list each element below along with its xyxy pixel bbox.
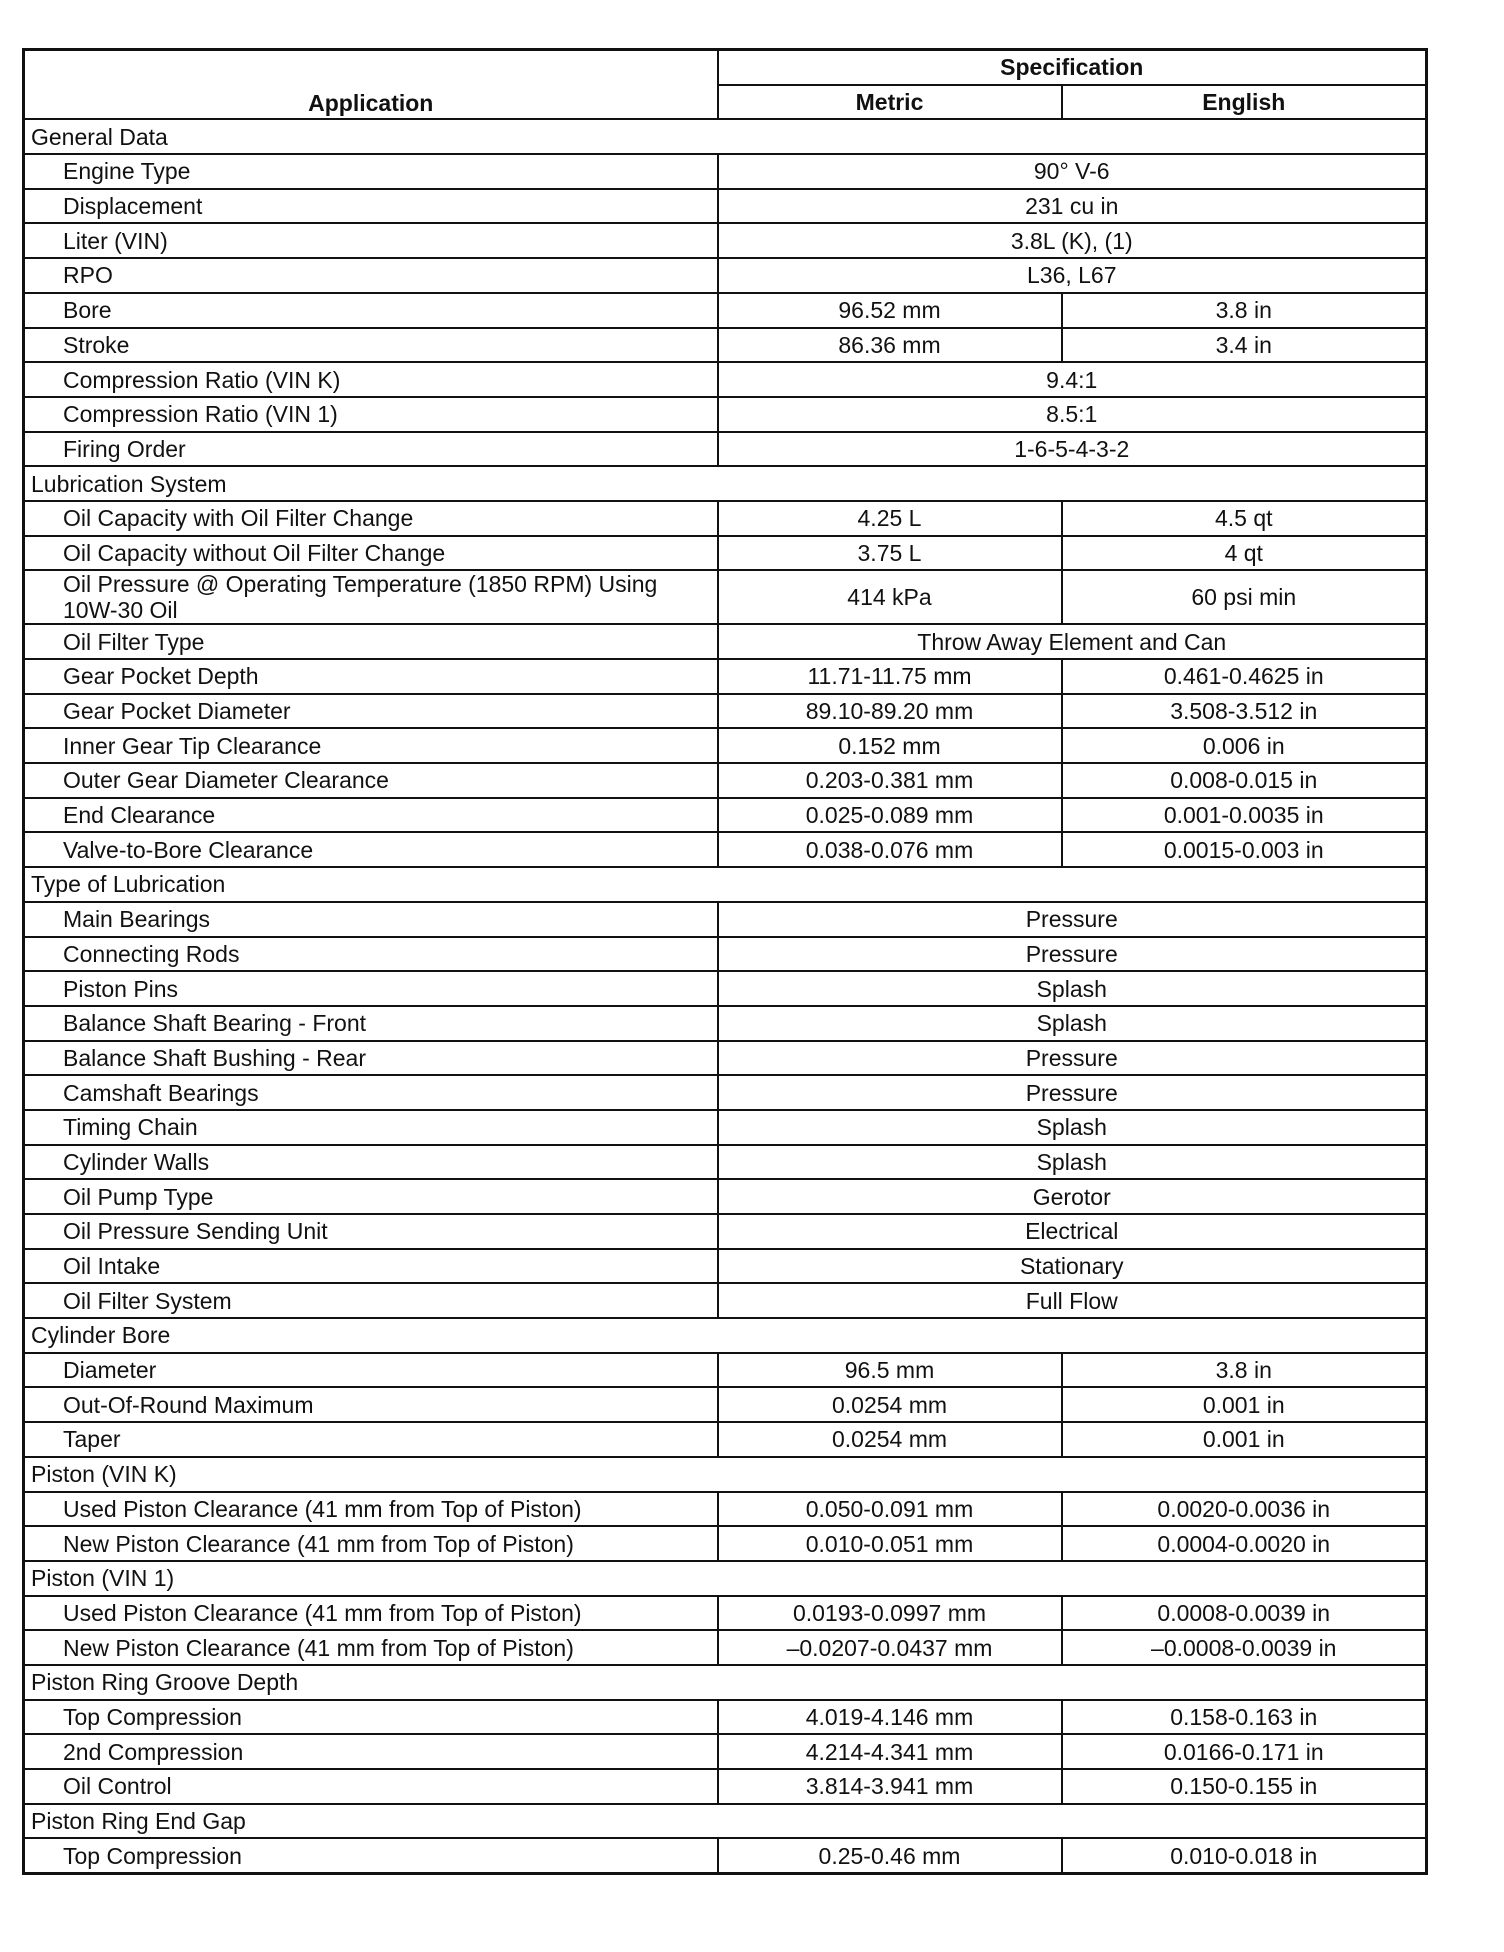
metric-value: 0.25-0.46 mm: [718, 1838, 1062, 1873]
spec-label: Stroke: [24, 328, 718, 363]
english-value: 4.5 qt: [1062, 501, 1427, 536]
metric-value: 4.019-4.146 mm: [718, 1700, 1062, 1735]
spec-value: Stationary: [718, 1249, 1427, 1284]
spec-row: [24, 1283, 1427, 1318]
spec-label: Oil Pressure Sending Unit: [24, 1214, 718, 1249]
spec-label: Liter (VIN): [24, 223, 718, 258]
spec-value: 3.8L (K), (1): [718, 223, 1427, 258]
metric-value: 0.0254 mm: [718, 1387, 1062, 1422]
section-heading: Piston Ring End Gap: [24, 1804, 1427, 1839]
english-value: 0.001 in: [1062, 1422, 1427, 1457]
spec-value: Pressure: [718, 1041, 1427, 1076]
spec-label: Main Bearings: [24, 902, 718, 937]
section-heading: General Data: [24, 119, 1427, 154]
spec-row: [24, 570, 1427, 624]
section-heading: Cylinder Bore: [24, 1318, 1427, 1353]
spec-value: Throw Away Element and Can: [718, 624, 1427, 659]
english-value: 0.0004-0.0020 in: [1062, 1526, 1427, 1561]
spec-row: [24, 1041, 1427, 1076]
metric-value: 96.5 mm: [718, 1353, 1062, 1388]
spec-table-body: [24, 119, 1427, 1873]
spec-row: [24, 1179, 1427, 1214]
english-value: 3.8 in: [1062, 1353, 1427, 1388]
spec-row: [24, 624, 1427, 659]
spec-label: Valve-to-Bore Clearance: [24, 832, 718, 867]
metric-value: 86.36 mm: [718, 328, 1062, 363]
english-value: 0.006 in: [1062, 728, 1427, 763]
english-value: 3.4 in: [1062, 328, 1427, 363]
english-value: 60 psi min: [1062, 570, 1427, 624]
spec-label: Displacement: [24, 189, 718, 224]
spec-label: Timing Chain: [24, 1110, 718, 1145]
spec-row: [24, 1145, 1427, 1180]
spec-label: Engine Type: [24, 154, 718, 189]
spec-label: Gear Pocket Diameter: [24, 694, 718, 729]
spec-label: Oil Capacity without Oil Filter Change: [24, 536, 718, 571]
metric-value: 11.71-11.75 mm: [718, 659, 1062, 694]
spec-row: [24, 536, 1427, 571]
spec-label: Bore: [24, 293, 718, 328]
spec-label: Oil Pump Type: [24, 1179, 718, 1214]
spec-value: Gerotor: [718, 1179, 1427, 1214]
specification-header: Specification: [718, 50, 1427, 85]
spec-label: Outer Gear Diameter Clearance: [24, 763, 718, 798]
metric-value: 89.10-89.20 mm: [718, 694, 1062, 729]
english-value: 0.008-0.015 in: [1062, 763, 1427, 798]
spec-label: Cylinder Walls: [24, 1145, 718, 1180]
english-value: 0.0166-0.171 in: [1062, 1734, 1427, 1769]
header-row-1: [24, 50, 1427, 85]
english-value: 0.0015-0.003 in: [1062, 832, 1427, 867]
section-row: [24, 1561, 1427, 1596]
spec-row: [24, 258, 1427, 293]
spec-label: Balance Shaft Bushing - Rear: [24, 1041, 718, 1076]
english-value: 0.001 in: [1062, 1387, 1427, 1422]
english-value: 4 qt: [1062, 536, 1427, 571]
spec-row: [24, 659, 1427, 694]
spec-label: Piston Pins: [24, 971, 718, 1006]
spec-row: [24, 1596, 1427, 1631]
spec-label: Oil Filter Type: [24, 624, 718, 659]
english-value: 0.010-0.018 in: [1062, 1838, 1427, 1873]
spec-row: [24, 328, 1427, 363]
spec-row: [24, 1214, 1427, 1249]
spec-row: [24, 1075, 1427, 1110]
spec-label: Balance Shaft Bearing - Front: [24, 1006, 718, 1041]
section-row: [24, 1804, 1427, 1839]
section-row: [24, 466, 1427, 501]
spec-label: Oil Intake: [24, 1249, 718, 1284]
metric-value: 0.050-0.091 mm: [718, 1492, 1062, 1527]
spec-row: [24, 501, 1427, 536]
spec-row: [24, 1110, 1427, 1145]
spec-row: [24, 798, 1427, 833]
spec-row: [24, 1769, 1427, 1804]
spec-value: Electrical: [718, 1214, 1427, 1249]
english-header: English: [1062, 85, 1427, 120]
spec-row: [24, 694, 1427, 729]
metric-value: 4.214-4.341 mm: [718, 1734, 1062, 1769]
metric-value: 3.75 L: [718, 536, 1062, 571]
spec-label: Oil Control: [24, 1769, 718, 1804]
spec-row: [24, 1838, 1427, 1873]
engine-spec-table: [22, 48, 1428, 1875]
spec-row: [24, 1422, 1427, 1457]
section-heading: Piston (VIN K): [24, 1457, 1427, 1492]
english-value: 0.150-0.155 in: [1062, 1769, 1427, 1804]
metric-value: 0.038-0.076 mm: [718, 832, 1062, 867]
spec-value: 231 cu in: [718, 189, 1427, 224]
spec-row: [24, 832, 1427, 867]
spec-row: [24, 1526, 1427, 1561]
section-heading: Piston (VIN 1): [24, 1561, 1427, 1596]
spec-label: Inner Gear Tip Clearance: [24, 728, 718, 763]
section-row: [24, 1457, 1427, 1492]
spec-label: Used Piston Clearance (41 mm from Top of Piston): [24, 1596, 718, 1631]
spec-row: [24, 362, 1427, 397]
spec-value: Pressure: [718, 937, 1427, 972]
section-heading: Lubrication System: [24, 466, 1427, 501]
spec-label: New Piston Clearance (41 mm from Top of Piston): [24, 1630, 718, 1665]
metric-value: 4.25 L: [718, 501, 1062, 536]
english-value: 3.8 in: [1062, 293, 1427, 328]
spec-row: [24, 1353, 1427, 1388]
spec-label: Gear Pocket Depth: [24, 659, 718, 694]
application-header: Application: [24, 50, 718, 120]
spec-row: [24, 223, 1427, 258]
spec-row: [24, 432, 1427, 467]
section-row: [24, 867, 1427, 902]
spec-label: Camshaft Bearings: [24, 1075, 718, 1110]
spec-value: Pressure: [718, 1075, 1427, 1110]
spec-label: Top Compression: [24, 1700, 718, 1735]
spec-row: [24, 971, 1427, 1006]
spec-label: Firing Order: [24, 432, 718, 467]
spec-label: Oil Capacity with Oil Filter Change: [24, 501, 718, 536]
spec-value: Pressure: [718, 902, 1427, 937]
english-value: 0.001-0.0035 in: [1062, 798, 1427, 833]
english-value: –0.0008-0.0039 in: [1062, 1630, 1427, 1665]
spec-value: L36, L67: [718, 258, 1427, 293]
section-row: [24, 1665, 1427, 1700]
spec-row: [24, 1734, 1427, 1769]
spec-value: 9.4:1: [718, 362, 1427, 397]
spec-label: 2nd Compression: [24, 1734, 718, 1769]
spec-row: [24, 1492, 1427, 1527]
spec-label: New Piston Clearance (41 mm from Top of Piston): [24, 1526, 718, 1561]
spec-value: Splash: [718, 971, 1427, 1006]
spec-label: Out-Of-Round Maximum: [24, 1387, 718, 1422]
spec-label: Top Compression: [24, 1838, 718, 1873]
spec-row: [24, 154, 1427, 189]
spec-row: [24, 1700, 1427, 1735]
spec-label: Oil Filter System: [24, 1283, 718, 1318]
metric-value: 3.814-3.941 mm: [718, 1769, 1062, 1804]
spec-row: [24, 1387, 1427, 1422]
spec-label: Diameter: [24, 1353, 718, 1388]
metric-value: 0.0254 mm: [718, 1422, 1062, 1457]
english-value: 0.0008-0.0039 in: [1062, 1596, 1427, 1631]
metric-value: 0.152 mm: [718, 728, 1062, 763]
metric-header: Metric: [718, 85, 1062, 120]
spec-row: [24, 728, 1427, 763]
metric-value: 0.203-0.381 mm: [718, 763, 1062, 798]
spec-value: Splash: [718, 1006, 1427, 1041]
spec-value: 1-6-5-4-3-2: [718, 432, 1427, 467]
english-value: 3.508-3.512 in: [1062, 694, 1427, 729]
spec-row: [24, 293, 1427, 328]
english-value: 0.461-0.4625 in: [1062, 659, 1427, 694]
metric-value: 96.52 mm: [718, 293, 1062, 328]
spec-value: Full Flow: [718, 1283, 1427, 1318]
metric-value: 414 kPa: [718, 570, 1062, 624]
spec-value: Splash: [718, 1145, 1427, 1180]
section-row: [24, 1318, 1427, 1353]
metric-value: 0.0193-0.0997 mm: [718, 1596, 1062, 1631]
metric-value: 0.025-0.089 mm: [718, 798, 1062, 833]
spec-value: Splash: [718, 1110, 1427, 1145]
spec-row: [24, 1249, 1427, 1284]
spec-label: Connecting Rods: [24, 937, 718, 972]
spec-value: 90° V-6: [718, 154, 1427, 189]
metric-value: 0.010-0.051 mm: [718, 1526, 1062, 1561]
spec-value: 8.5:1: [718, 397, 1427, 432]
spec-label: Used Piston Clearance (41 mm from Top of Piston): [24, 1492, 718, 1527]
spec-label: Compression Ratio (VIN K): [24, 362, 718, 397]
spec-label: Compression Ratio (VIN 1): [24, 397, 718, 432]
spec-label: RPO: [24, 258, 718, 293]
spec-row: [24, 1006, 1427, 1041]
spec-row: [24, 189, 1427, 224]
section-row: [24, 119, 1427, 154]
english-value: 0.0020-0.0036 in: [1062, 1492, 1427, 1527]
spec-row: [24, 1630, 1427, 1665]
spec-row: [24, 397, 1427, 432]
spec-label: Taper: [24, 1422, 718, 1457]
spec-row: [24, 937, 1427, 972]
section-heading: Piston Ring Groove Depth: [24, 1665, 1427, 1700]
spec-label: Oil Pressure @ Operating Temperature (1850 RPM) Using 10W-30 Oil: [24, 570, 718, 624]
metric-value: –0.0207-0.0437 mm: [718, 1630, 1062, 1665]
english-value: 0.158-0.163 in: [1062, 1700, 1427, 1735]
spec-row: [24, 902, 1427, 937]
spec-row: [24, 763, 1427, 798]
section-heading: Type of Lubrication: [24, 867, 1427, 902]
spec-label: End Clearance: [24, 798, 718, 833]
